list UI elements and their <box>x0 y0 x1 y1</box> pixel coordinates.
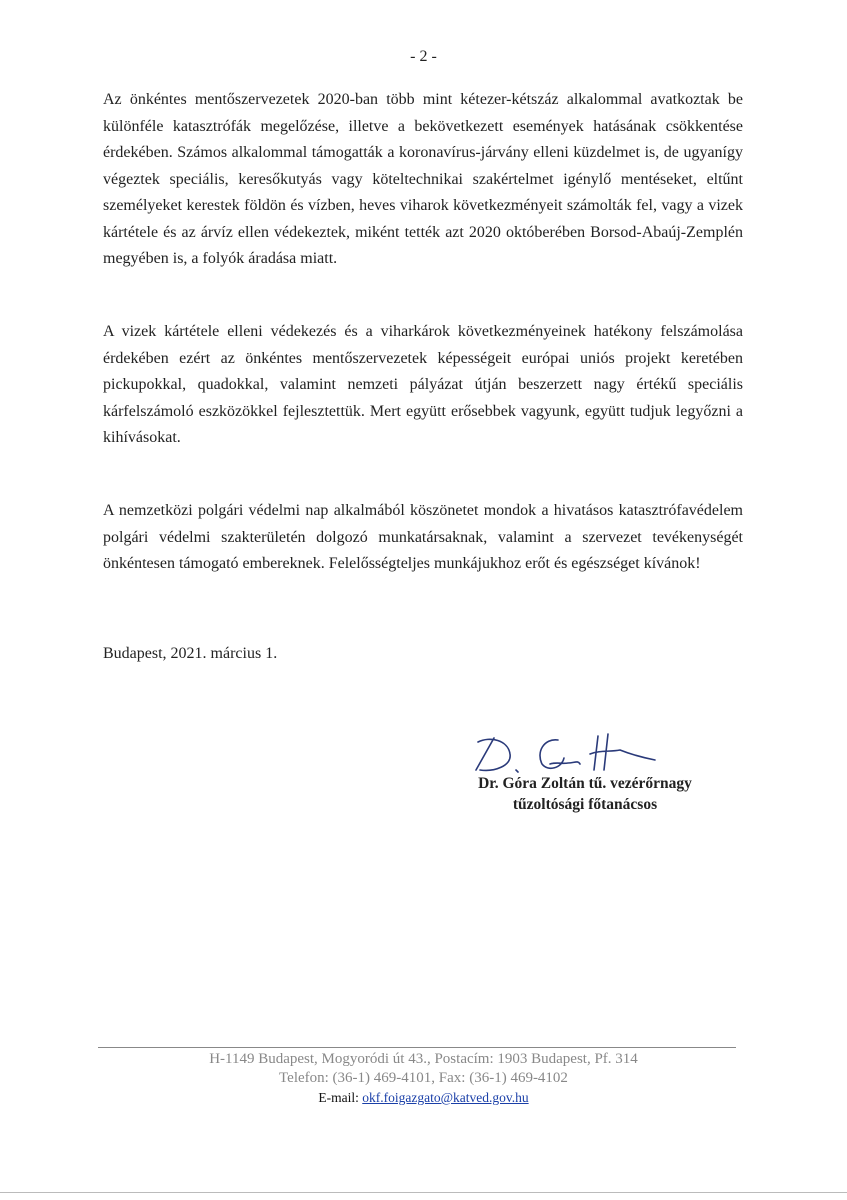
place-and-date: Budapest, 2021. március 1. <box>103 645 278 662</box>
handwritten-signature <box>470 730 660 775</box>
footer <box>0 1050 847 1107</box>
email-label: E-mail: <box>318 1090 359 1105</box>
page-bottom-divider <box>0 1192 847 1193</box>
paragraph-3: A nemzetközi polgári védelmi nap alkalmából köszönetet mondok a hivatásos katasztrófavédelem polgári védelmi szakterületén dolgozó munkatársaknak, valamint a szervezet tevékenységét önkéntesen támogató embereknek. Felelősségteljes munkájukhoz erőt és egészséget kívánok! <box>103 502 743 572</box>
paragraph-1: Az önkéntes mentőszervezetek 2020-ban több mint kétezer-kétszáz alkalommal avatkoztak be különféle katasztrófák megelőzése, illetve a bekövetkezett események hatásának csökkentése érdekében. Számos alkalommal támogatták a koronavírus-járvány elleni küzdelmet is, de ugyanígy végeztek speciális, keresőkutyás vagy köteltechnikai szakértelmet igénylő mentéseket, eltűnt személyeket kerestek földön és vízben, heves viharok következményeit számolták fel, vagy a vizek kártétele és az árvíz ellen védekeztek, miként tették azt 2020 októberében Borsod-Abaúj-Zemplén megyében is, a folyók áradása miatt. <box>103 91 743 267</box>
email-link[interactable]: okf.foigazgato@katved.gov.hu <box>362 1090 529 1105</box>
paragraph-2: A vizek kártétele elleni védekezés és a viharkárok következményeinek hatékony felszámolása érdekében ezért az önkéntes mentőszervezetek képességeit európai uniós projekt keretében pickupokkal, quadokkal, valamint nemzeti pályázat útján beszerzett nagy értékű speciális kárfelszámoló eszközökkel fejlesztettük. Mert együtt erősebbek vagyunk, együtt tudjuk legyőzni a kihívásokat. <box>103 323 743 446</box>
footer-phone: Telefon: (36-1) 469-4101, Fax: (36-1) 469-4102 <box>279 1070 568 1086</box>
footer-email-line <box>0 1088 847 1107</box>
footer-divider <box>98 1047 736 1048</box>
signer-block <box>440 773 730 815</box>
signer-title: tűzoltósági főtanácsos <box>512 796 658 813</box>
footer-address: H-1149 Budapest, Mogyoródi út 43., Postacím: 1903 Budapest, Pf. 314 <box>209 1051 638 1067</box>
signer-name: Dr. Góra Zoltán tű. vezérőrnagy <box>478 775 692 792</box>
page-number: - 2 - <box>410 48 437 65</box>
